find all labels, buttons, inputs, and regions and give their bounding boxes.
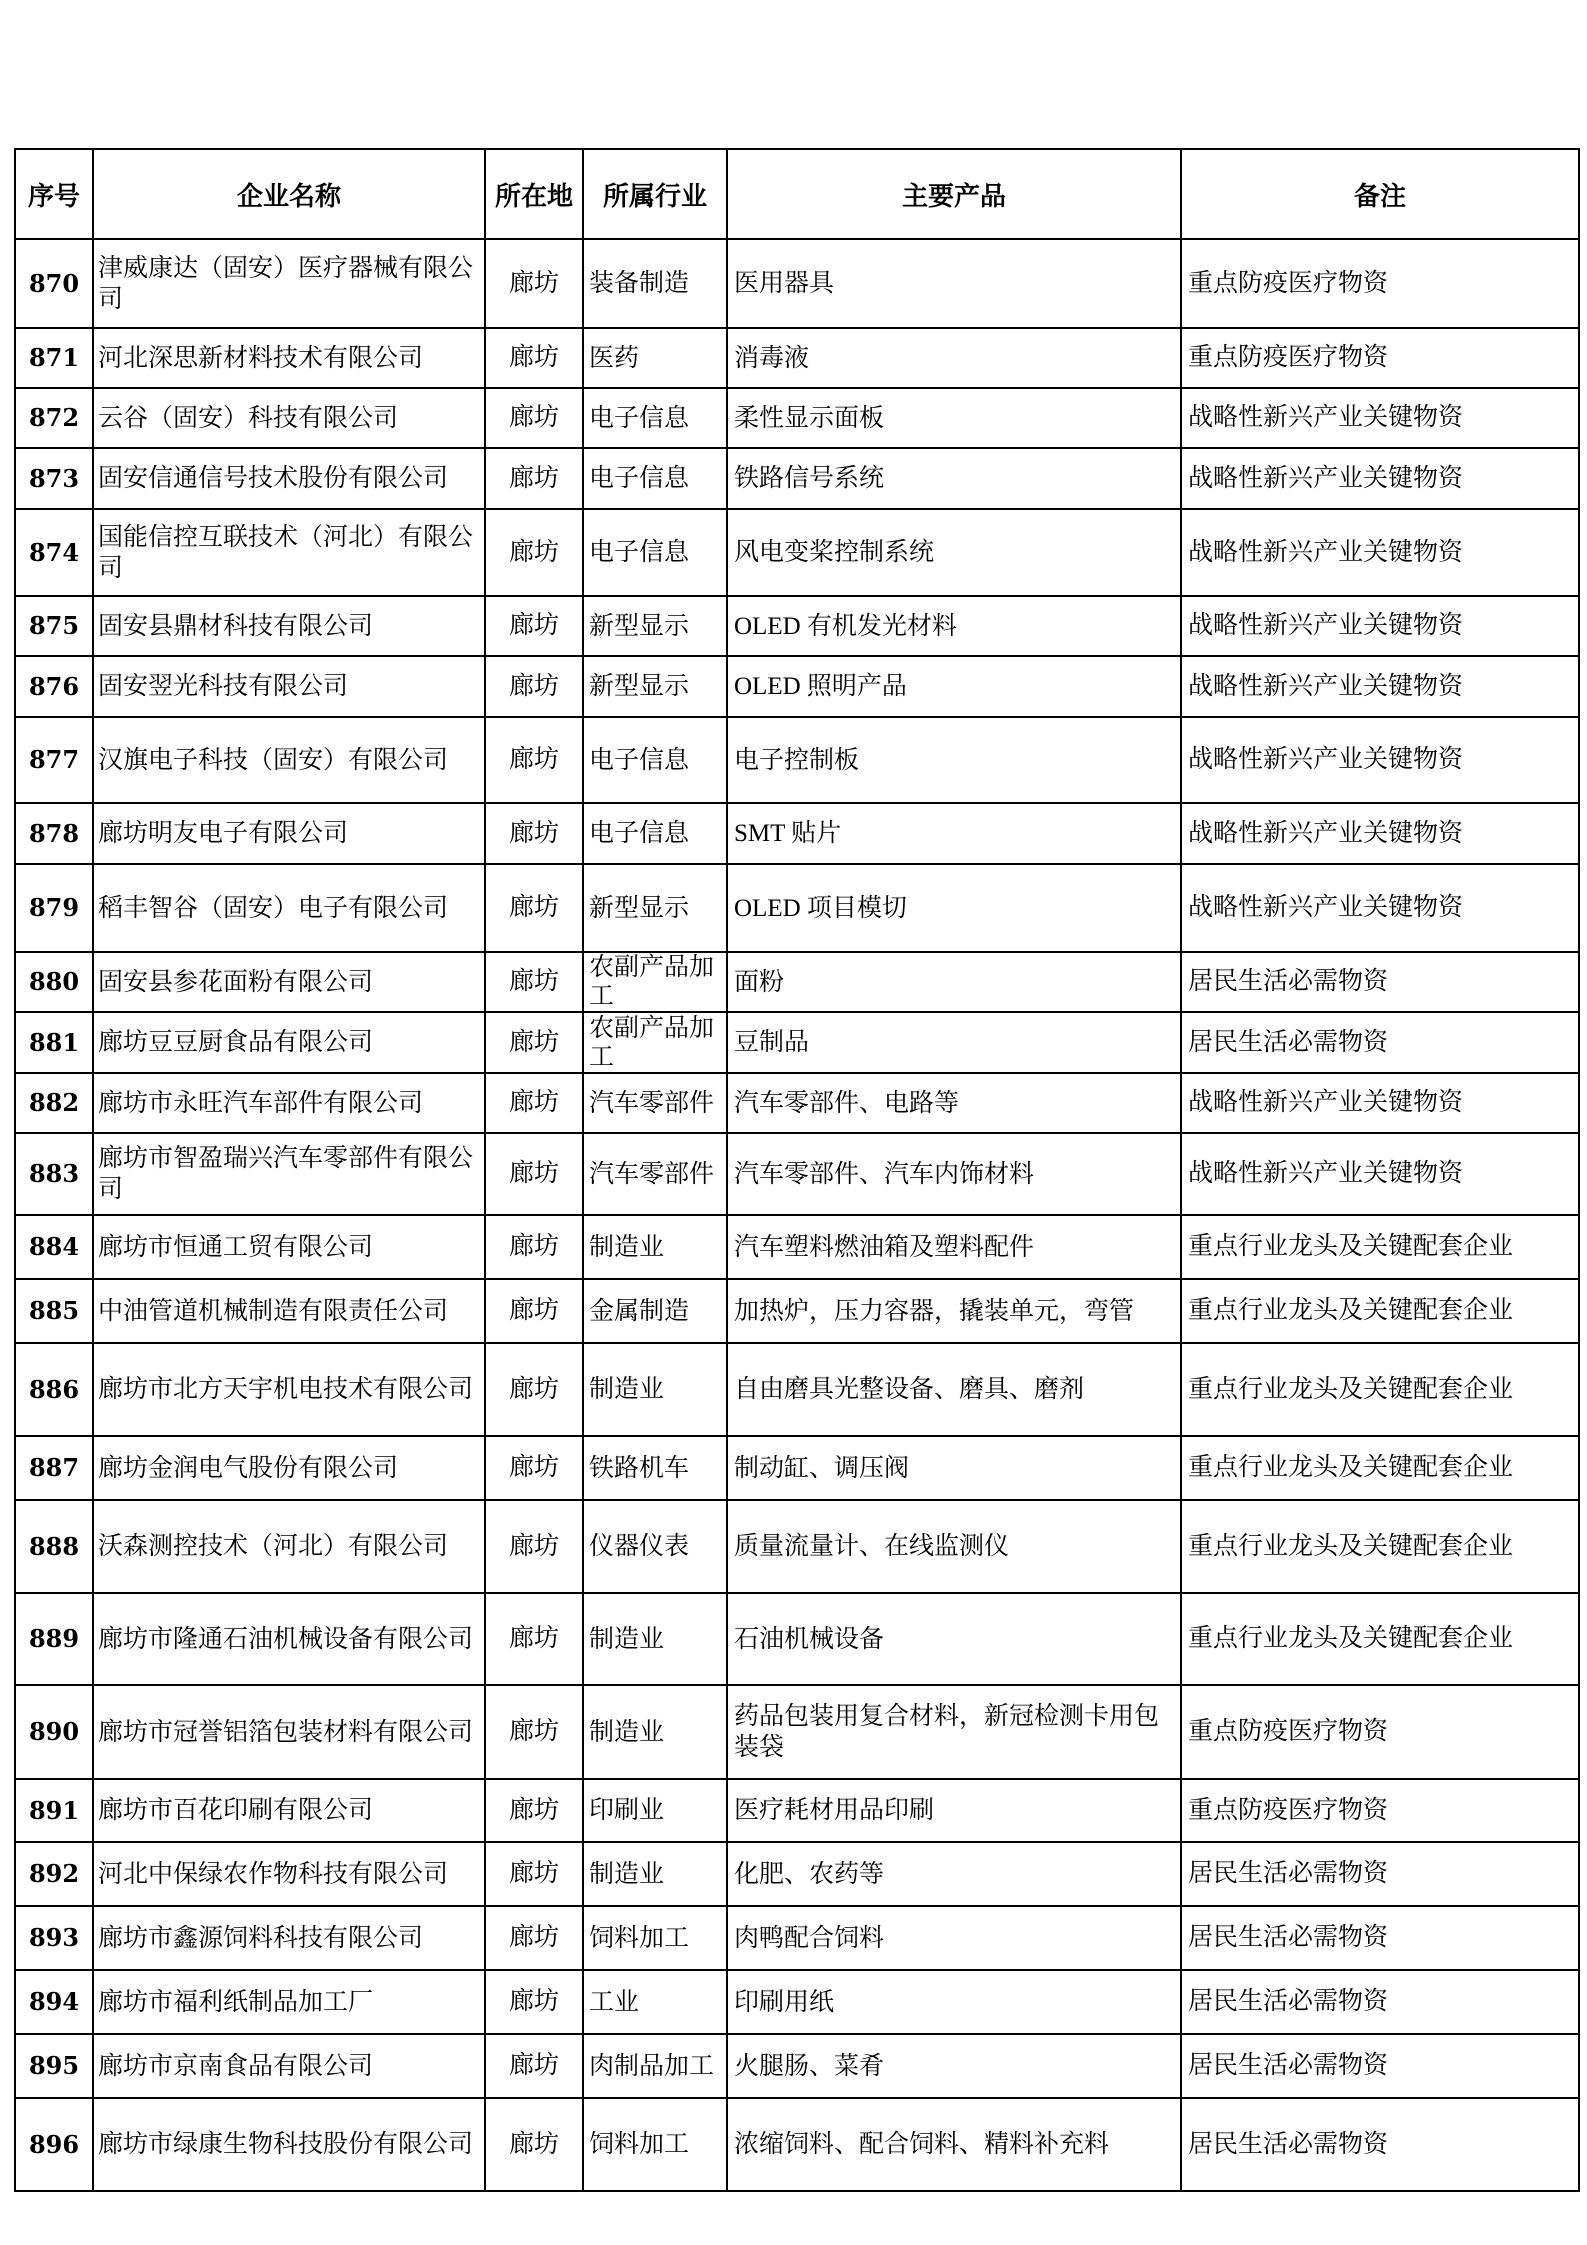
- table-row: [15, 2034, 1579, 2098]
- cell-note: 战略性新兴产业关键物资: [1181, 1133, 1579, 1215]
- cell-note: 居民生活必需物资: [1181, 952, 1579, 1012]
- cell-id: 877: [15, 717, 93, 803]
- cell-location: 廊坊: [485, 388, 583, 448]
- cell-industry: 铁路机车: [583, 1436, 727, 1500]
- cell-industry: 农副产品加工: [583, 1012, 727, 1073]
- cell-products: 风电变桨控制系统: [727, 509, 1181, 596]
- cell-name: 固安信通信号技术股份有限公司: [93, 448, 485, 509]
- cell-products: 铁路信号系统: [727, 448, 1181, 509]
- cell-name: 固安县参花面粉有限公司: [93, 952, 485, 1012]
- cell-location: 廊坊: [485, 803, 583, 864]
- cell-id: 886: [15, 1343, 93, 1436]
- cell-products: OLED 照明产品: [727, 656, 1181, 717]
- cell-industry: 金属制造: [583, 1279, 727, 1343]
- cell-location: 廊坊: [485, 1215, 583, 1279]
- cell-note: 重点防疫医疗物资: [1181, 1685, 1579, 1779]
- cell-location: 廊坊: [485, 717, 583, 803]
- cell-location: 廊坊: [485, 952, 583, 1012]
- cell-industry: 新型显示: [583, 864, 727, 952]
- cell-id: 874: [15, 509, 93, 596]
- cell-products: 面粉: [727, 952, 1181, 1012]
- cell-location: 廊坊: [485, 1593, 583, 1685]
- table-row: [15, 864, 1579, 952]
- cell-products: 汽车零部件、汽车内饰材料: [727, 1133, 1181, 1215]
- table-row: [15, 1215, 1579, 1279]
- cell-industry: 电子信息: [583, 717, 727, 803]
- cell-name: 廊坊市京南食品有限公司: [93, 2034, 485, 2098]
- cell-id: 872: [15, 388, 93, 448]
- cell-products: 消毒液: [727, 328, 1181, 388]
- cell-id: 894: [15, 1970, 93, 2034]
- cell-location: 廊坊: [485, 1133, 583, 1215]
- cell-note: 居民生活必需物资: [1181, 1842, 1579, 1906]
- cell-industry: 仪器仪表: [583, 1500, 727, 1593]
- cell-note: 居民生活必需物资: [1181, 1906, 1579, 1970]
- cell-products: 汽车零部件、电路等: [727, 1073, 1181, 1133]
- table-row: [15, 1970, 1579, 2034]
- cell-industry: 制造业: [583, 1842, 727, 1906]
- cell-id: 889: [15, 1593, 93, 1685]
- table-row: [15, 1906, 1579, 1970]
- enterprise-table: [14, 148, 1580, 2192]
- table-row: [15, 717, 1579, 803]
- cell-name: 廊坊明友电子有限公司: [93, 803, 485, 864]
- table-row: [15, 509, 1579, 596]
- table-row: [15, 1343, 1579, 1436]
- column-header-id: 序号: [15, 149, 93, 239]
- cell-industry: 电子信息: [583, 448, 727, 509]
- cell-name: 廊坊市百花印刷有限公司: [93, 1779, 485, 1842]
- cell-note: 战略性新兴产业关键物资: [1181, 803, 1579, 864]
- cell-products: OLED 有机发光材料: [727, 596, 1181, 656]
- cell-products: 制动缸、调压阀: [727, 1436, 1181, 1500]
- cell-note: 重点行业龙头及关键配套企业: [1181, 1436, 1579, 1500]
- cell-name: 稻丰智谷（固安）电子有限公司: [93, 864, 485, 952]
- cell-location: 廊坊: [485, 1970, 583, 2034]
- cell-name: 廊坊市福利纸制品加工厂: [93, 1970, 485, 2034]
- cell-note: 重点行业龙头及关键配套企业: [1181, 1500, 1579, 1593]
- cell-location: 廊坊: [485, 1012, 583, 1073]
- table-row: [15, 1593, 1579, 1685]
- cell-products: 印刷用纸: [727, 1970, 1181, 2034]
- cell-id: 887: [15, 1436, 93, 1500]
- table-row: [15, 1685, 1579, 1779]
- cell-note: 战略性新兴产业关键物资: [1181, 388, 1579, 448]
- cell-industry: 农副产品加工: [583, 952, 727, 1012]
- cell-name: 廊坊市永旺汽车部件有限公司: [93, 1073, 485, 1133]
- cell-name: 廊坊市冠誉铝箔包装材料有限公司: [93, 1685, 485, 1779]
- table-row: [15, 803, 1579, 864]
- cell-products: 质量流量计、在线监测仪: [727, 1500, 1181, 1593]
- cell-location: 廊坊: [485, 1842, 583, 1906]
- table-row: [15, 1436, 1579, 1500]
- cell-products: 火腿肠、菜肴: [727, 2034, 1181, 2098]
- cell-name: 廊坊市鑫源饲料科技有限公司: [93, 1906, 485, 1970]
- cell-location: 廊坊: [485, 1436, 583, 1500]
- cell-industry: 制造业: [583, 1685, 727, 1779]
- cell-location: 廊坊: [485, 1279, 583, 1343]
- cell-products: OLED 项目模切: [727, 864, 1181, 952]
- table-row: [15, 1500, 1579, 1593]
- cell-note: 居民生活必需物资: [1181, 1970, 1579, 2034]
- cell-name: 汉旗电子科技（固安）有限公司: [93, 717, 485, 803]
- cell-location: 廊坊: [485, 864, 583, 952]
- cell-products: 肉鸭配合饲料: [727, 1906, 1181, 1970]
- cell-products: 电子控制板: [727, 717, 1181, 803]
- table-row: [15, 952, 1579, 1012]
- cell-products: 化肥、农药等: [727, 1842, 1181, 1906]
- cell-id: 890: [15, 1685, 93, 1779]
- cell-products: 柔性显示面板: [727, 388, 1181, 448]
- cell-products: 浓缩饲料、配合饲料、精料补充料: [727, 2098, 1181, 2191]
- cell-id: 881: [15, 1012, 93, 1073]
- cell-products: 医疗耗材用品印刷: [727, 1779, 1181, 1842]
- cell-id: 891: [15, 1779, 93, 1842]
- cell-name: 河北中保绿农作物科技有限公司: [93, 1842, 485, 1906]
- cell-id: 888: [15, 1500, 93, 1593]
- cell-location: 廊坊: [485, 448, 583, 509]
- cell-id: 879: [15, 864, 93, 952]
- cell-industry: 饲料加工: [583, 2098, 727, 2191]
- cell-industry: 印刷业: [583, 1779, 727, 1842]
- cell-industry: 制造业: [583, 1215, 727, 1279]
- cell-products: SMT 贴片: [727, 803, 1181, 864]
- cell-note: 战略性新兴产业关键物资: [1181, 448, 1579, 509]
- cell-name: 云谷（固安）科技有限公司: [93, 388, 485, 448]
- table-row: [15, 1012, 1579, 1073]
- cell-note: 战略性新兴产业关键物资: [1181, 864, 1579, 952]
- cell-name: 廊坊市北方天宇机电技术有限公司: [93, 1343, 485, 1436]
- cell-name: 廊坊市恒通工贸有限公司: [93, 1215, 485, 1279]
- cell-industry: 装备制造: [583, 239, 727, 328]
- cell-id: 892: [15, 1842, 93, 1906]
- cell-id: 870: [15, 239, 93, 328]
- cell-note: 重点行业龙头及关键配套企业: [1181, 1593, 1579, 1685]
- table-row: [15, 328, 1579, 388]
- cell-note: 居民生活必需物资: [1181, 2098, 1579, 2191]
- cell-name: 河北深思新材料技术有限公司: [93, 328, 485, 388]
- cell-location: 廊坊: [485, 2098, 583, 2191]
- cell-id: 885: [15, 1279, 93, 1343]
- table-row: [15, 1779, 1579, 1842]
- cell-name: 廊坊豆豆厨食品有限公司: [93, 1012, 485, 1073]
- cell-id: 880: [15, 952, 93, 1012]
- cell-products: 药品包装用复合材料，新冠检测卡用包装袋: [727, 1685, 1181, 1779]
- cell-name: 固安翌光科技有限公司: [93, 656, 485, 717]
- column-header-products: 主要产品: [727, 149, 1181, 239]
- table-row: [15, 388, 1579, 448]
- cell-name: 国能信控互联技术（河北）有限公司: [93, 509, 485, 596]
- cell-industry: 电子信息: [583, 388, 727, 448]
- cell-industry: 制造业: [583, 1593, 727, 1685]
- cell-note: 战略性新兴产业关键物资: [1181, 596, 1579, 656]
- column-header-name: 企业名称: [93, 149, 485, 239]
- cell-note: 重点防疫医疗物资: [1181, 328, 1579, 388]
- cell-note: 重点行业龙头及关键配套企业: [1181, 1215, 1579, 1279]
- cell-id: 882: [15, 1073, 93, 1133]
- cell-name: 廊坊市隆通石油机械设备有限公司: [93, 1593, 485, 1685]
- table-row: [15, 1133, 1579, 1215]
- table-row: [15, 448, 1579, 509]
- cell-industry: 汽车零部件: [583, 1073, 727, 1133]
- table-row: [15, 239, 1579, 328]
- column-header-industry: 所属行业: [583, 149, 727, 239]
- table-row: [15, 1073, 1579, 1133]
- cell-industry: 工业: [583, 1970, 727, 2034]
- cell-industry: 电子信息: [583, 803, 727, 864]
- table-row: [15, 596, 1579, 656]
- cell-id: 884: [15, 1215, 93, 1279]
- table-row: [15, 656, 1579, 717]
- table-row: [15, 1279, 1579, 1343]
- cell-location: 廊坊: [485, 1343, 583, 1436]
- cell-industry: 医药: [583, 328, 727, 388]
- cell-name: 固安县鼎材科技有限公司: [93, 596, 485, 656]
- cell-note: 战略性新兴产业关键物资: [1181, 509, 1579, 596]
- cell-id: 883: [15, 1133, 93, 1215]
- cell-location: 廊坊: [485, 1500, 583, 1593]
- cell-note: 居民生活必需物资: [1181, 2034, 1579, 2098]
- cell-location: 廊坊: [485, 509, 583, 596]
- cell-name: 廊坊市智盈瑞兴汽车零部件有限公司: [93, 1133, 485, 1215]
- cell-products: 石油机械设备: [727, 1593, 1181, 1685]
- cell-industry: 肉制品加工: [583, 2034, 727, 2098]
- cell-note: 战略性新兴产业关键物资: [1181, 656, 1579, 717]
- cell-name: 廊坊金润电气股份有限公司: [93, 1436, 485, 1500]
- cell-location: 廊坊: [485, 328, 583, 388]
- cell-note: 战略性新兴产业关键物资: [1181, 717, 1579, 803]
- cell-industry: 饲料加工: [583, 1906, 727, 1970]
- cell-industry: 电子信息: [583, 509, 727, 596]
- cell-industry: 汽车零部件: [583, 1133, 727, 1215]
- cell-products: 医用器具: [727, 239, 1181, 328]
- table-row: [15, 1842, 1579, 1906]
- cell-id: 893: [15, 1906, 93, 1970]
- cell-name: 津威康达（固安）医疗器械有限公司: [93, 239, 485, 328]
- cell-note: 重点行业龙头及关键配套企业: [1181, 1279, 1579, 1343]
- column-header-location: 所在地: [485, 149, 583, 239]
- cell-id: 878: [15, 803, 93, 864]
- cell-location: 廊坊: [485, 1779, 583, 1842]
- cell-products: 加热炉，压力容器，撬装单元，弯管: [727, 1279, 1181, 1343]
- cell-products: 自由磨具光整设备、磨具、磨剂: [727, 1343, 1181, 1436]
- cell-location: 廊坊: [485, 1685, 583, 1779]
- cell-id: 876: [15, 656, 93, 717]
- table-row: [15, 2098, 1579, 2191]
- cell-note: 居民生活必需物资: [1181, 1012, 1579, 1073]
- cell-location: 廊坊: [485, 596, 583, 656]
- cell-id: 875: [15, 596, 93, 656]
- cell-note: 重点行业龙头及关键配套企业: [1181, 1343, 1579, 1436]
- column-header-note: 备注: [1181, 149, 1579, 239]
- cell-industry: 新型显示: [583, 656, 727, 717]
- cell-id: 871: [15, 328, 93, 388]
- cell-location: 廊坊: [485, 656, 583, 717]
- header-row: [15, 149, 1579, 239]
- cell-name: 沃森测控技术（河北）有限公司: [93, 1500, 485, 1593]
- cell-location: 廊坊: [485, 2034, 583, 2098]
- cell-name: 中油管道机械制造有限责任公司: [93, 1279, 485, 1343]
- cell-note: 战略性新兴产业关键物资: [1181, 1073, 1579, 1133]
- cell-location: 廊坊: [485, 239, 583, 328]
- cell-location: 廊坊: [485, 1073, 583, 1133]
- cell-industry: 新型显示: [583, 596, 727, 656]
- cell-industry: 制造业: [583, 1343, 727, 1436]
- cell-id: 873: [15, 448, 93, 509]
- cell-products: 豆制品: [727, 1012, 1181, 1073]
- cell-products: 汽车塑料燃油箱及塑料配件: [727, 1215, 1181, 1279]
- cell-note: 重点防疫医疗物资: [1181, 239, 1579, 328]
- cell-name: 廊坊市绿康生物科技股份有限公司: [93, 2098, 485, 2191]
- cell-note: 重点防疫医疗物资: [1181, 1779, 1579, 1842]
- cell-id: 895: [15, 2034, 93, 2098]
- cell-id: 896: [15, 2098, 93, 2191]
- cell-location: 廊坊: [485, 1906, 583, 1970]
